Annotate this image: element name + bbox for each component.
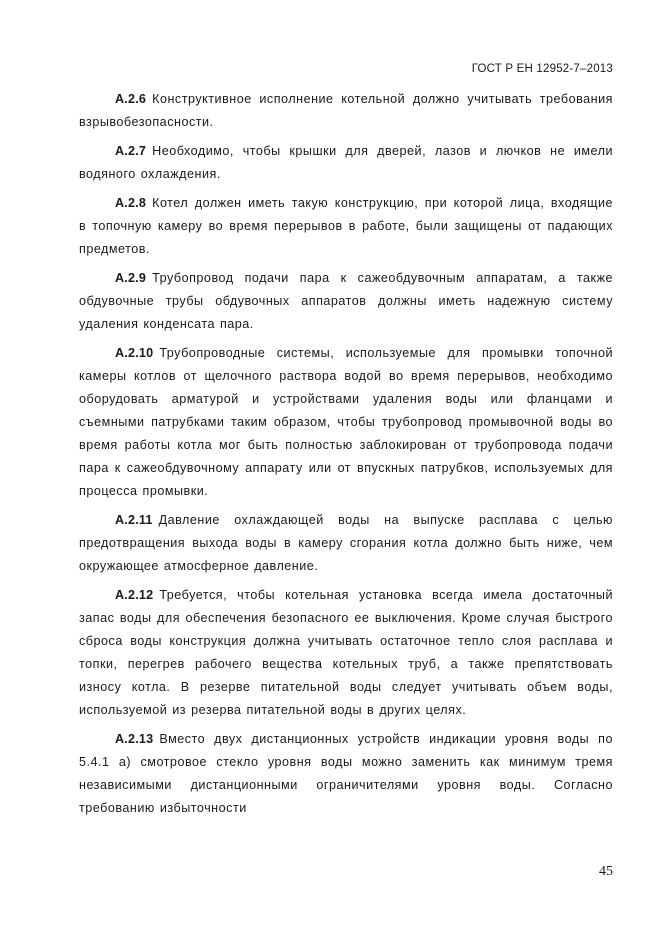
paragraph-a-2-13 — [79, 728, 613, 820]
paragraph-text: Трубопровод подачи пара к сажеобдувочным аппаратам, а также обдувочные трубы обдувочных аппаратов должны иметь надежную систему удаления конденсата пара. — [79, 271, 613, 331]
document-body — [79, 88, 613, 826]
paragraph-a-2-8 — [79, 192, 613, 261]
paragraph-text: Давление охлаждающей воды на выпуске расплава с целью предотвращения выхода воды в камеру сгорания котла должно быть ниже, чем окружающее атмосферное давление. — [79, 513, 613, 573]
paragraph-text: Вместо двух дистанционных устройств индикации уровня воды по 5.4.1 а) смотровое стекло уровня воды можно заменить как минимум тремя независимыми дистанционными ограничителями уровня воды. Согласно требованию избыточности — [79, 732, 613, 815]
document-header: ГОСТ Р ЕН 12952-7–2013 — [471, 63, 613, 75]
paragraph-number: A.2.8 — [115, 196, 147, 210]
paragraph-a-2-6 — [79, 88, 613, 134]
paragraph-a-2-12 — [79, 584, 613, 722]
paragraph-number: A.2.10 — [115, 346, 154, 360]
paragraph-a-2-9 — [79, 267, 613, 336]
page-number: 45 — [599, 864, 613, 879]
paragraph-number: A.2.6 — [115, 92, 147, 106]
paragraph-a-2-10 — [79, 342, 613, 503]
paragraph-number: A.2.7 — [115, 144, 147, 158]
paragraph-number: A.2.11 — [115, 513, 153, 527]
paragraph-number: A.2.13 — [115, 732, 154, 746]
paragraph-text: Требуется, чтобы котельная установка всегда имела достаточный запас воды для обеспечения безопасного ее выключения. Кроме случая быстрого сброса воды конструкция должна учитывать остаточное тепло слоя расплава и топки, перегрев рабочего вещества котельных труб, а также препятствовать износу котла. В резерве питательной воды следует учитывать объем воды, используемой из резерва питательной воды в других целях. — [79, 588, 613, 717]
paragraph-a-2-7 — [79, 140, 613, 186]
paragraph-number: A.2.12 — [115, 588, 154, 602]
paragraph-a-2-11 — [79, 509, 613, 578]
paragraph-text: Трубопроводные системы, используемые для промывки топочной камеры котлов от щелочного раствора водой во время перерывов, необходимо оборудовать арматурой и устройствами удаления воды или фланцами и съемными патрубками таким образом, чтобы трубопровод промывочной воды во время работы котла мог быть полностью заблокирован от трубопровода подачи пара к сажеобдувочному аппарату или от впускных патрубков, используемых для процесса промывки. — [79, 346, 613, 498]
paragraph-number: A.2.9 — [115, 271, 147, 285]
paragraph-text: Необходимо, чтобы крышки для дверей, лазов и лючков не имели водяного охлаждения. — [79, 144, 613, 181]
paragraph-text: Конструктивное исполнение котельной должно учитывать требования взрывобезопасности. — [79, 92, 613, 129]
paragraph-text: Котел должен иметь такую конструкцию, при которой лица, входящие в топочную камеру во время перерывов в работе, были защищены от падающих предметов. — [79, 196, 613, 256]
